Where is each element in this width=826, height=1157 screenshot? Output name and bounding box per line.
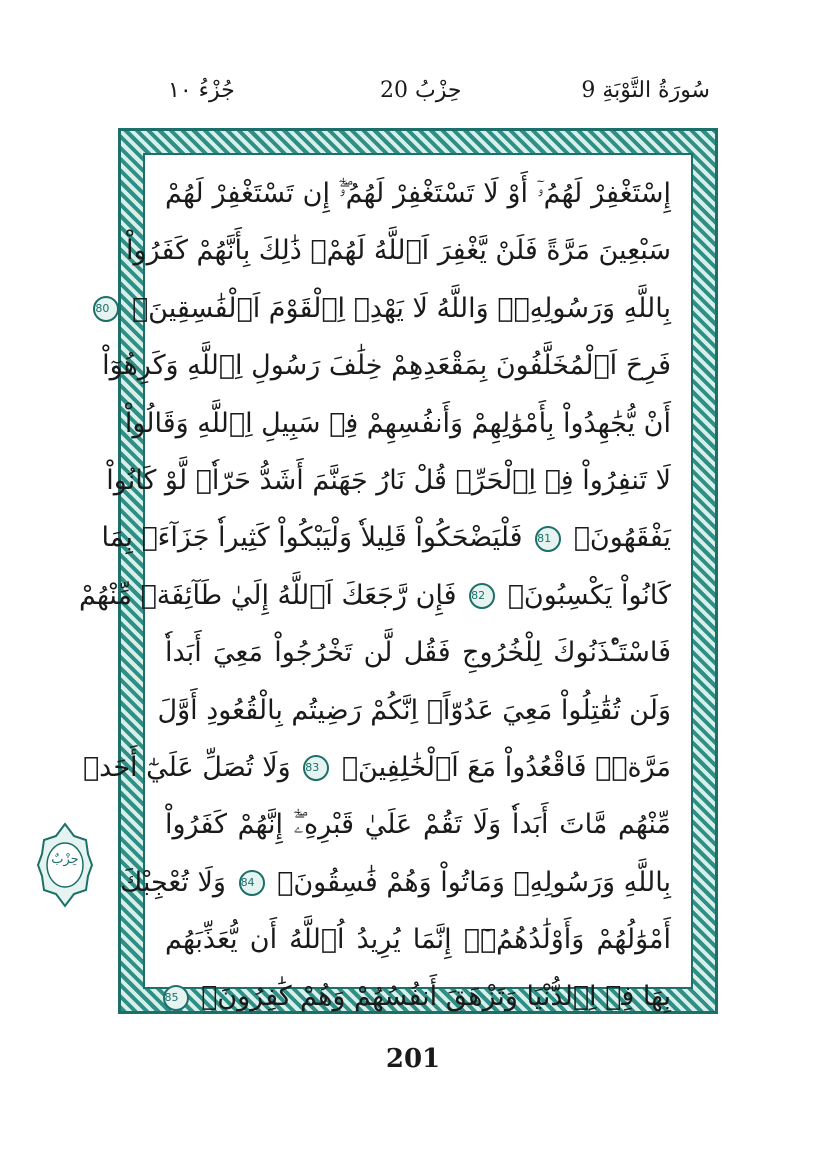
line-text: كَانُواْ يَكْسِبُونَۖ bbox=[507, 579, 671, 611]
juz-label: جُزْءُ ١٠ bbox=[168, 78, 235, 103]
ayah-number-marker: 82 bbox=[469, 583, 495, 609]
line-text-continued: وَلَا تُعْجِبْكَ bbox=[120, 866, 226, 898]
hizb-marker bbox=[36, 822, 94, 908]
text-line bbox=[95, 280, 671, 337]
ayah-number-marker: 84 bbox=[239, 870, 265, 896]
ayah-number-marker: 83 bbox=[303, 755, 329, 781]
line-text-continued: وَلَا تُصَلِّ عَلَيٰٓ أَحَدٖ bbox=[82, 751, 291, 783]
hizb-label: حِزْبُ 20 bbox=[380, 78, 462, 103]
text-line bbox=[82, 739, 671, 796]
ayah-number-marker: 80 bbox=[93, 296, 119, 322]
page-header bbox=[150, 78, 710, 118]
line-text: بِاللَّهِ وَرَسُولِهِۦ وَمَاتُواْ وَهُمْ فَٰسِقُونَۖ bbox=[277, 866, 671, 898]
line-text: وَلَن تُقَٰتِلُواْ مَعِيَ عَدُوّاًۖ اِنَّكُمْ رَضِيتُم بِالْقُعُودِ أَوَّلَ bbox=[157, 694, 671, 726]
text-line bbox=[101, 509, 671, 566]
text-line bbox=[102, 337, 671, 394]
text-line bbox=[106, 452, 671, 509]
surah-title: 9 سُورَةُ التَّوْبَةِ bbox=[581, 78, 710, 103]
text-line bbox=[120, 854, 671, 911]
line-text-continued: فَلْيَضْحَكُواْ قَلِيلاٗ وَلْيَبْكُواْ كَثِيراٗ جَزَآءَۢ بِمَا bbox=[101, 522, 523, 554]
hizb-marker-label: حِزْبٌ bbox=[51, 852, 79, 867]
line-text: لَا تَنفِرُواْ فِے اِ۬لْحَرِّۖ قُلْ نَارُ جَهَنَّمَ أَشَدُّ حَرّاٗۖ لَّوْ كَانُواْ bbox=[106, 464, 671, 496]
text-line bbox=[165, 624, 671, 681]
ornamental-frame bbox=[78, 128, 718, 1014]
text-panel bbox=[78, 153, 693, 1013]
text-line bbox=[165, 796, 671, 853]
line-text: فَرِحَ اَ۬لْمُخَلَّفُونَ بِمَقْعَدِهِمْ خِلَٰفَ رَسُولِ اِ۬للَّهِ وَكَرِهُوٓاْ bbox=[102, 350, 671, 382]
line-text: فَاسْتَـْٔذَنُوكَ لِلْخُرُوجِ فَقُل لَّن تَخْرُجُواْ مَعِيَ أَبَداٗ bbox=[165, 637, 671, 669]
line-text: مِّنْهُم مَّاتَ أَبَداٗ وَلَا تَقُمْ عَلَيٰ قَبْرِهِۦٓۖ إِنَّهُمْ كَفَرُواْ bbox=[165, 809, 671, 841]
line-text: بِهَا فِے اِ۬لدُّنْيَا وَتَزْهَقَ أَنفُسُهُمْ وَهُمْ كَٰفِرُونَۖ bbox=[201, 981, 671, 1013]
line-text: بِاللَّهِ وَرَسُولِهِۦۖ وَاللَّهُ لَا يَهْدِے اِ۬لْقَوْمَ اَ۬لْفَٰسِقِينَۖ bbox=[131, 292, 671, 324]
line-text: أَنْ يُّجَٰهِدُواْ بِأَمْوَٰلِهِمْ وَأَنفُسِهِمْ فِے سَبِيلِ اِ۬للَّهِ وَقَالُواْ bbox=[124, 407, 671, 439]
text-line bbox=[157, 682, 671, 739]
page-number: 201 bbox=[385, 1044, 441, 1074]
text-line bbox=[165, 165, 671, 222]
text-line bbox=[165, 911, 671, 968]
text-line bbox=[126, 222, 671, 279]
line-text: سَبْعِينَ مَرَّةً فَلَنْ يَّغْفِرَ اَ۬للَّهُ لَهُمْۖ ذَٰلِكَ بِأَنَّهُمْ كَفَرُواْ bbox=[126, 235, 671, 267]
line-text: مَرَّةٖۖ فَاقْعُدُواْ مَعَ اَ۬لْخَٰلِفِينَۖ bbox=[341, 751, 671, 783]
line-text: إِسْتَغْفِرْ لَهُمُۥٓ أَوْ لَا تَسْتَغْفِرْ لَهُمُۥٓۖ إِن تَسْتَغْفِرْ لَهُمْ bbox=[165, 178, 671, 209]
text-line bbox=[78, 567, 671, 624]
text-line bbox=[124, 395, 671, 452]
ayah-number-marker: 81 bbox=[535, 526, 561, 552]
quran-text bbox=[78, 165, 671, 1013]
text-line bbox=[165, 968, 671, 1025]
line-text: أَمْوَٰلُهُمْ وَأَوْلَٰدُهُمُۥٓۖ إِنَّمَا يُرِيدُ اُ۬للَّهُ أَن يُّعَذِّبَهُم bbox=[165, 924, 671, 956]
line-text: يَفْقَهُونَۖ bbox=[573, 522, 671, 554]
ayah-number-marker: 85 bbox=[163, 985, 189, 1011]
line-text-continued: فَإِن رَّجَعَكَ اَ۬للَّهُ إِلَيٰ طَآئِفَةٖ مِّنْهُمْ bbox=[78, 579, 457, 611]
